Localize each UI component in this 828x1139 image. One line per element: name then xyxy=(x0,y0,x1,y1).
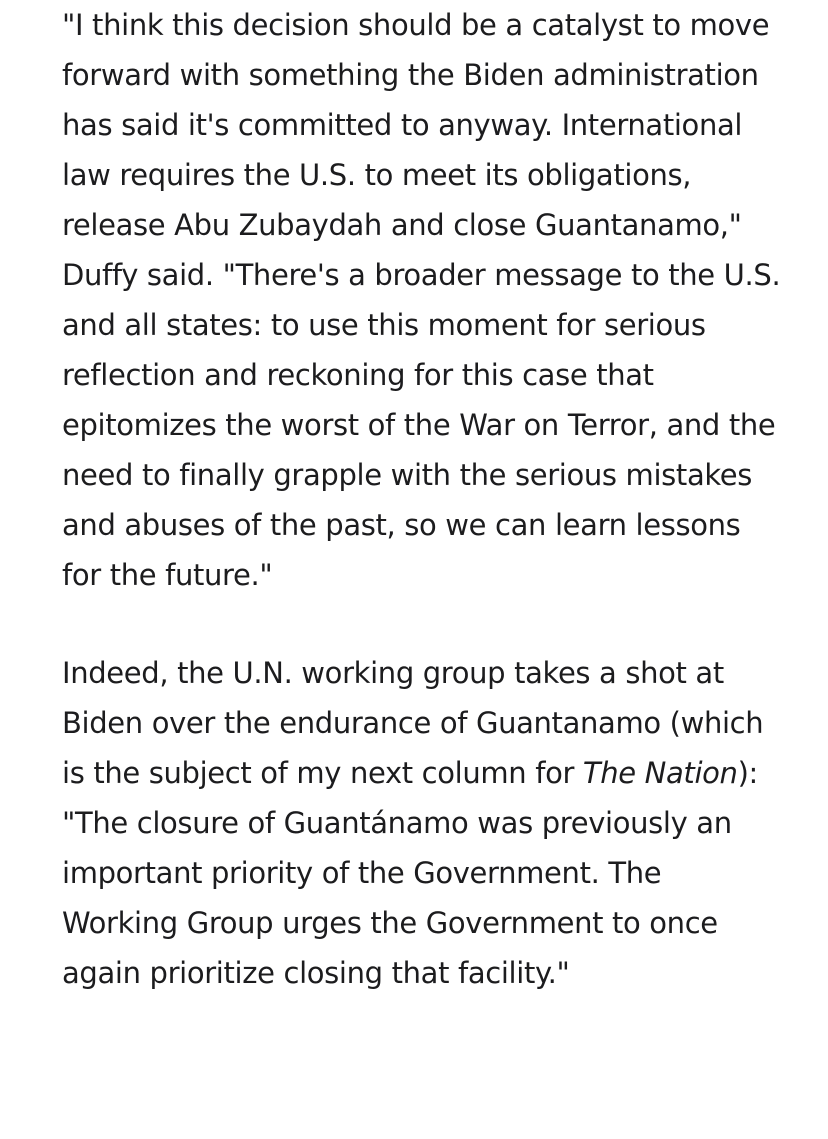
publication-name: The Nation xyxy=(582,756,738,790)
paragraph-spacer xyxy=(62,600,782,648)
quote-paragraph: "I think this decision should be a catalyst to move forward with something the Biden administration has said it's committed to anyway. International law requires the U.S. to meet its obligations, release Abu Zubaydah and close Guantanamo," Duffy said. "There's a broader message to the U.S. and all states: to use this moment for serious reflection and reckoning for this case that epitomizes the worst of the War on Terror, and the need to finally grapple with the serious mistakes and abuses of the past, so we can learn lessons for the future." xyxy=(62,8,781,592)
commentary-paragraph xyxy=(62,648,782,998)
commentary-text-start: Indeed, the U.N. working group takes a shot at Biden over the endurance of Guantanamo (which is the subject of my next column for xyxy=(62,656,764,790)
article-body xyxy=(62,0,782,998)
commentary-text-end: ): "The closure of Guantánamo was previously an important priority of the Government. The Working Group urges the Government to once again prioritize closing that facility." xyxy=(62,756,758,990)
